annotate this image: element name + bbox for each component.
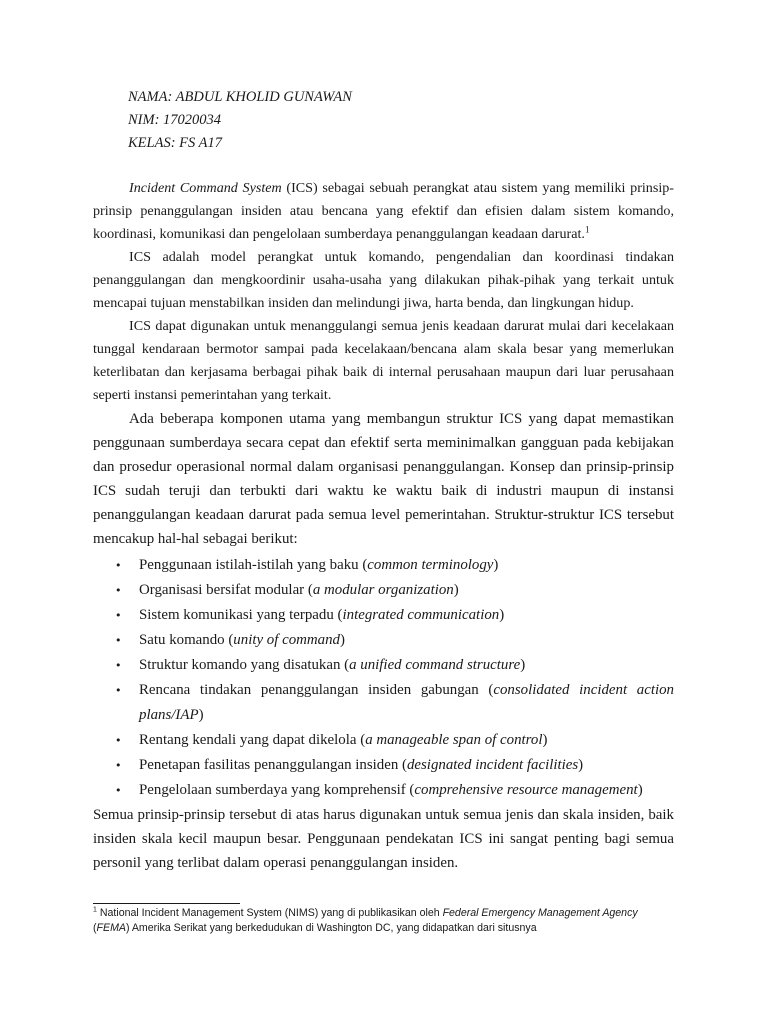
ics-model-paragraph: ICS adalah model perangkat untuk komando, pengendalian dan koordinasi tindakan penanggulangan dan mengkoordinir usaha-usaha yang dilakukan pihak-pihak yang terkait untuk mencapai tujuan menstabilkan insiden dan melindungi jiwa, harta benda, dan lingkungan hidup.: [93, 249, 674, 311]
footnote-divider: [93, 903, 240, 904]
bullet-icon: •: [115, 559, 122, 572]
list-item-term: comprehensive resource management: [414, 782, 638, 798]
list-item: • Satu komando (unity of command): [93, 628, 674, 653]
list-item-term: integrated communication: [342, 607, 500, 623]
list-item-term: a modular organization: [312, 582, 454, 598]
closing-paragraph: Semua prinsip-prinsip tersebut di atas harus digunakan untuk semua jenis dan skala insiden, baik insiden skala kecil maupun besar. Penggunaan pendekatan ICS ini sangat penting bagi semua personil yang terlibat dalam operasi penanggulangan insiden.: [93, 807, 674, 871]
list-item-term-continued: plans/IAP: [139, 707, 199, 723]
intro-text: (ICS) sebagai sebuah perangkat atau sistem yang memiliki prinsip-prinsip penanggulangan insiden atau bencana yang efektif dan efisien dalam sistem komando, koordinasi, komunikasi dan pengelolaan sumberdaya penanggulangan keadaan darurat.: [93, 180, 674, 242]
components-intro-paragraph: Ada beberapa komponen utama yang membangun struktur ICS yang dapat memastikan penggunaan sumberdaya secara cepat dan efektif serta meminimalkan gangguan pada kebijakan dan prosedur operasional normal dalam organisasi penanggulangan. Konsep dan prinsip-prinsip ICS sudah teruji dan terbukti dari waktu ke waktu baik di industri maupun di instansi penanggulangan keadaan darurat pada semua level pemerintahan. Struktur-struktur ICS tersebut mencakup hal-hal sebagai berikut:: [93, 411, 674, 547]
bullet-icon: •: [115, 659, 122, 672]
list-item: • Pengelolaan sumberdaya yang komprehensif (comprehensive resource management): [93, 778, 674, 803]
list-item: • Struktur komando yang disatukan (a unified command structure): [93, 653, 674, 678]
student-name: NAMA: ABDUL KHOLID GUNAWAN: [128, 89, 352, 105]
bullet-icon: •: [115, 609, 122, 622]
footnote-reference[interactable]: 1: [584, 224, 590, 235]
footnote: $^1$ National Incident Management System (NIMS) yang di publikasikan oleh Federal Emergency Management Agency (FEMA) Amerika Serikat yang berkedudukan di Washington DC, yang didapatkan dari situsnya: [93, 906, 638, 934]
list-item: • Rentang kendali yang dapat dikelola (a manageable span of control): [93, 728, 674, 753]
intro-term: Incident Command System: [129, 180, 282, 196]
student-info: [128, 86, 352, 155]
list-item: • Rencana tindakan penanggulangan insiden gabungan (consolidated incident action plans/IAP): [93, 678, 674, 728]
student-class: KELAS: FS A17: [128, 135, 222, 151]
components-list: [93, 553, 674, 803]
list-item-term: a manageable span of control: [365, 732, 543, 748]
list-item: • Penetapan fasilitas penanggulangan insiden (designated incident facilities): [93, 753, 674, 778]
bullet-icon: •: [115, 734, 122, 747]
bullet-icon: •: [115, 784, 122, 797]
bullet-icon: •: [115, 684, 122, 697]
list-item-term: designated incident facilities: [406, 757, 579, 773]
list-item: • Penggunaan istilah-istilah yang baku (common terminology): [93, 553, 674, 578]
list-item-term: unity of command: [233, 632, 340, 648]
intro-paragraph: [93, 177, 674, 246]
bullet-icon: •: [115, 584, 122, 597]
list-item-term: common terminology: [367, 557, 494, 573]
footnote-mark: 1: [93, 906, 97, 914]
student-nim: NIM: 17020034: [128, 112, 222, 128]
list-item-term: a unified command structure: [349, 657, 521, 673]
list-item: • Sistem komunikasi yang terpadu (integrated communication): [93, 603, 674, 628]
ics-use-paragraph: ICS dapat digunakan untuk menanggulangi semua jenis keadaan darurat mulai dari kecelakaan tunggal kendaraan bermotor sampai pada kecelakaan/bencana alam skala besar yang memerlukan keterlibatan dan kerjasama berbagai pihak baik di internal perusahaan maupun dari luar perusahaan seperti instansi pemerintahan yang terkait.: [93, 318, 674, 403]
list-item: • Organisasi bersifat modular (a modular organization): [93, 578, 674, 603]
list-item-term: consolidated incident action: [493, 682, 674, 698]
document-body: [93, 177, 674, 875]
bullet-icon: •: [115, 634, 122, 647]
bullet-icon: •: [115, 759, 122, 772]
